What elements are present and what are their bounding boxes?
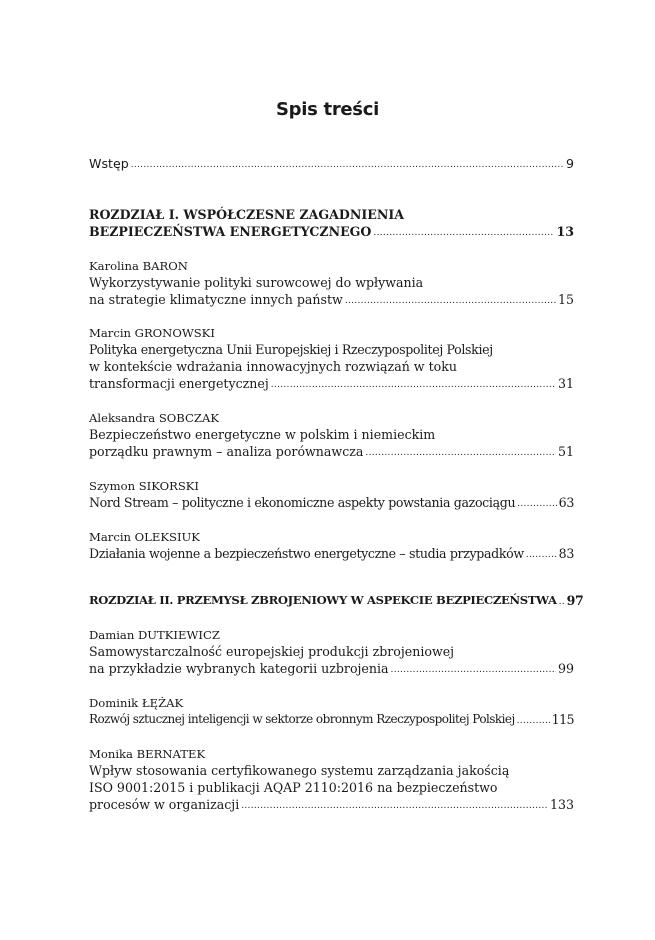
dot-leader [241,799,548,813]
toc-entry-oleksiuk [89,529,574,562]
entry-title-line: Polityka energetyczna Unii Europejskiej i Rzeczypospolitej Polskiej [89,342,493,357]
dot-leader [345,294,556,308]
toc-entry-dutkiewicz [89,627,574,677]
toc-entry-sobczak [89,410,574,460]
intro-label: Wstęp [89,156,129,171]
page-title: Spis treści [276,99,379,120]
table-of-contents [89,155,584,813]
entry-title-line: Samowystarczalność europejskiej produkcji zbrojeniowej [89,644,455,659]
chapter-2-title-row [89,592,584,609]
dot-leader [271,378,556,392]
entry-author: Szymon SIKORSKI [89,479,200,493]
entry-last-line [89,291,574,308]
entry-page: 31 [557,376,574,391]
chapter-1-title-line2: BEZPIECZEŃSTWA ENERGETYCZNEGO [89,224,372,239]
chapter-1-title-line1: ROZDZIAŁ I. WSPÓŁCZESNE ZAGADNIENIA [89,207,405,222]
intro-page: 9 [565,156,574,171]
entry-author: Marcin GRONOWSKI [89,326,215,340]
dot-leader [131,158,564,172]
entry-title-line: Wpływ stosowania certyfikowanego systemu zarządzania jakością [89,763,510,778]
toc-entry-sikorski [89,478,574,511]
toc-entry-baron [89,258,574,308]
entry-author: Karolina BARON [89,259,188,273]
entry-author: Monika BERNATEK [89,747,206,761]
entry-page: 133 [549,797,574,812]
dot-leader [391,663,556,677]
chapter-2-page: 97 [566,593,584,608]
entry-title-last: Działania wojenne a bezpieczeństwo energetyczne – studia przypadków [89,546,524,561]
entry-author: Aleksandra SOBCZAK [89,411,219,425]
chapter-2-title: ROZDZIAŁ II. PRZEMYSŁ ZBROJENIOWY W ASPEKCIE BEZPIECZEŃSTWA [89,593,557,607]
entry-author: Dominik ŁĘŻAK [89,696,184,710]
chapter-2 [89,592,584,609]
dot-leader [559,595,565,609]
entry-last-line [89,375,574,392]
dot-leader [526,548,557,562]
entry-title-last: na przykładzie wybranych kategorii uzbrojenia [89,661,389,676]
entry-last-line [89,796,574,813]
entry-page: 115 [551,712,574,727]
entry-last-line [89,494,574,511]
dot-leader [517,714,550,728]
dot-leader [517,497,556,511]
entry-last-line [89,443,574,460]
entry-title-last: porządku prawnym – analiza porównawcza [89,444,364,459]
dot-leader [373,226,554,240]
chapter-1 [89,206,574,240]
entry-title-line: w kontekście wdrażania innowacyjnych rozwiązań w toku [89,359,457,374]
entry-page: 63 [558,495,574,510]
toc-entry-lezak [89,695,574,728]
entry-author: Damian DUTKIEWICZ [89,628,220,642]
entry-last-line [89,660,574,677]
entry-title-last: Rozwój sztucznej inteligencji w sektorze obronnym Rzeczypospolitej Polskiej [89,712,515,726]
entry-title-last: transformacji energetycznej [89,376,269,391]
entry-author: Marcin OLEKSIUK [89,530,200,544]
entry-title-line: Bezpieczeństwo energetyczne w polskim i niemieckim [89,427,436,442]
entry-title-line: ISO 9001:2015 i publikacji AQAP 2110:2016 na bezpieczeństwo [89,780,498,795]
entry-title-last: Nord Stream – polityczne i ekonomiczne aspekty powstania gazociągu [89,495,516,510]
toc-intro [89,155,574,172]
entry-page: 83 [558,546,574,561]
entry-title-line: Wykorzystywanie polityki surowcowej do wpływania [89,275,424,290]
entry-page: 51 [557,444,574,459]
entry-page: 15 [557,292,574,307]
dot-leader [365,446,556,460]
entry-last-line [89,711,574,728]
entry-last-line [89,545,574,562]
entry-page: 99 [557,661,574,676]
toc-entry-bernatek [89,746,574,813]
entry-title-last: procesów w organizacji [89,797,240,812]
chapter-1-title-line2-row [89,223,574,240]
entry-title-last: na strategie klimatyczne innych państw [89,292,343,307]
toc-entry-gronowski [89,325,574,392]
chapter-1-page: 13 [556,224,574,239]
